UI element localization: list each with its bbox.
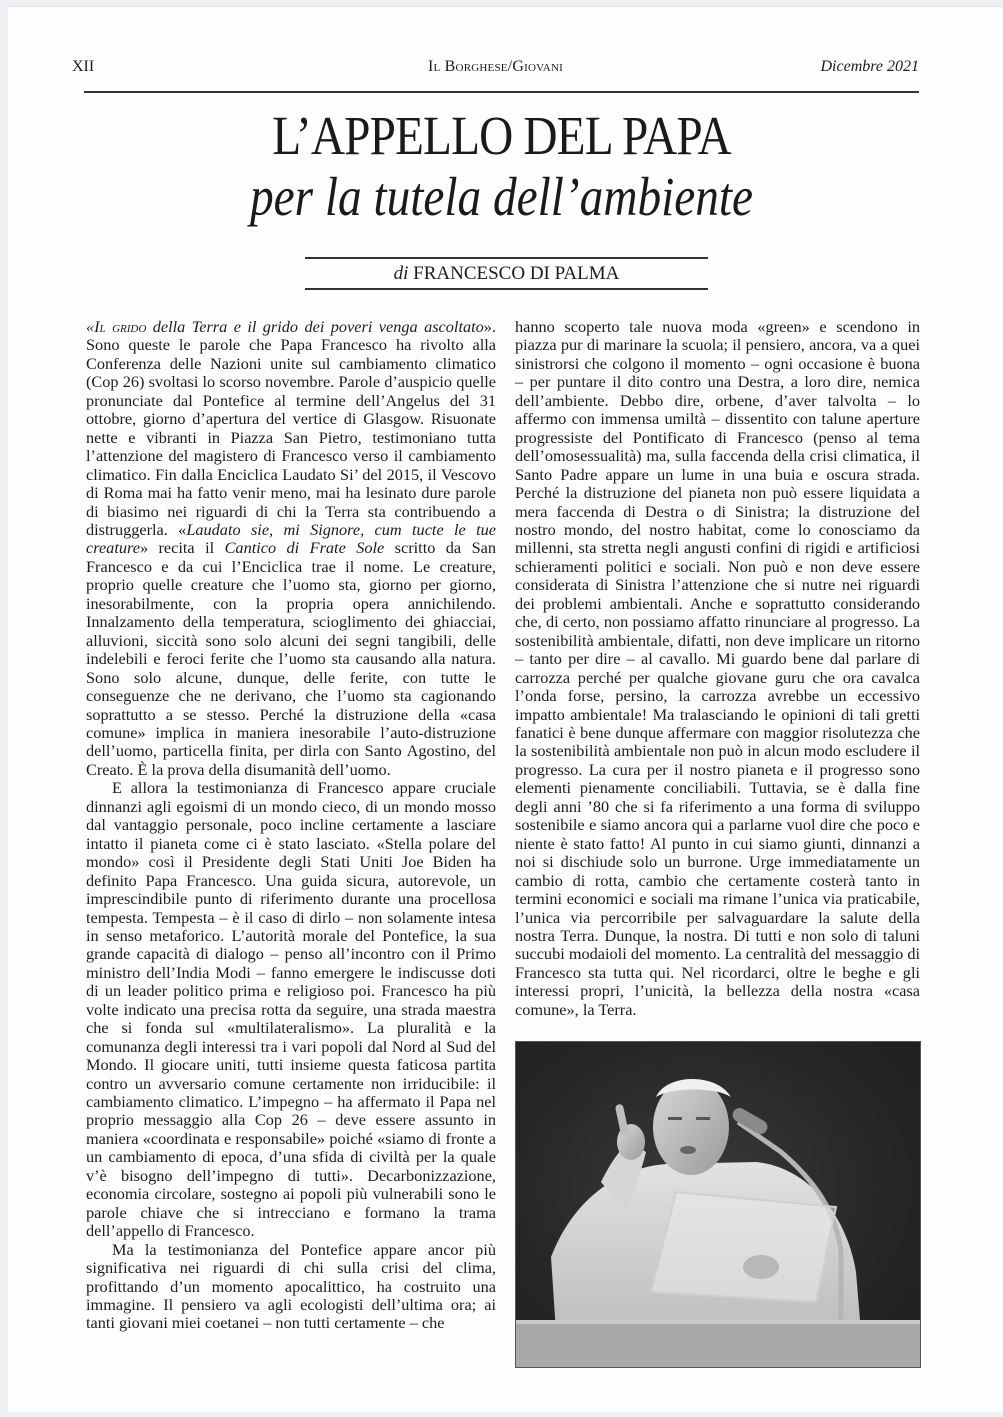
header-divider: [84, 91, 919, 93]
paragraph: hanno scoperto tale nuova moda «green» e scendono in piazza pur di marinare la scuola; il pensiero, ancora, va a quei sinistrorsi che colgono il momento – ogni occasione è buona – per puntare il dito contro una Destra, a loro dire, nemica dell’ambiente. Debbo dire, orbene, d’aver talvolta – lo affermo con immensa umiltà – dissentito con talune aperture progressiste del Pontificato di Francesco (penso al tema dell’omosessualità) ma, sulla faccenda della crisi climatica, il Santo Padre appare un lume in una buia e oscura strada. Perché la distruzione del pianeta non può essere liquidata a mera faccenda di Destra o di Sinistra; la distruzione del nostro mondo, del nostro habitat, come lo conosciamo da millenni, sta stretta negli angusti confini di rigidi e artificiosi schieramenti politici e sociali. Non può e non deve essere considerata di Sinistra l’attenzione che si nutre nei riguardi dei problemi ambientali. Anche e soprattutto considerando che, di certo, non possiamo affatto rinunciare al progresso. La sostenibilità ambientale, difatti, non deve implicare un ritorno – tanto per dire – al cavallo. Mi guardo bene dal parlare di carrozza perché per qualche giovane guru che ora cavalca l’onda forse, persino, la carrozza avrebbe un eccessivo impatto ambientale! Ma tralasciando le opinioni di tali gretti fanatici è bene dunque affermare con maggior risolutezza che la sostenibilità ambientale non può in alcun modo escludere il progresso. La cura per il nostro pianeta e il progresso sono elementi pienamente conciliabili. Tuttavia, se è dalla fine degli anni ’80 che si fa riferimento a una forma di sviluppo sostenibile e siamo ancora qui a parlarne vuol dire che poco e niente è stato fatto! Al punto in cui siamo giunti, dinnanzi a noi si dischiude solo un burrone. Urge immediatamente un cambio di rotta, cambio che certamente costerà tanto in termini economici e sociali ma rimane l’unica via praticabile, l’unica via percorribile per salvaguardare la salute della nostra Terra. Dunque, la nostra. Di tutti e non solo di taluni succubi modaioli del momento. La centralità del messaggio di Francesco sta tutta qui. Nel ricordarci, oltre le beghe e gli interessi propri, l’unicità, la bellezza della nostra «casa comune», la Terra.: [515, 317, 920, 1019]
pope-photo-illustration: [516, 1042, 920, 1367]
article-photo-pope: [515, 1041, 921, 1368]
author-name: FRANCESCO DI PALMA: [413, 263, 620, 284]
cantico-title: Cantico di Frate Sole: [224, 538, 385, 558]
article-column-left: [86, 318, 496, 1333]
quote-mark: ».: [483, 317, 496, 336]
byline-prefix: di: [393, 263, 409, 284]
paragraph: Ma la testimonianza del Pontefice appare ancor più significativa nei riguardi di chi sulla crisi del clima, profittando d’un momento apocalittico, ha costruito una immagine. Il pensiero va agli ecologisti dell’ultima ora; ai tanti giovani miei coetanei – non tutti certamente – che: [86, 1239, 496, 1333]
issue-date: Dicembre 2021: [820, 58, 919, 75]
quote-mark: «: [86, 317, 95, 336]
laudato-quote: Laudato sie, mi Signore, cum tucte le tue creature: [86, 519, 497, 558]
paragraph: [86, 318, 496, 779]
byline-rule-bottom: [305, 288, 708, 290]
article-subtitle: per la tutela dell’ambiente: [249, 166, 754, 227]
opening-quote: della Terra e il grido dei poveri venga ascoltato: [146, 317, 484, 336]
publication-name: Il Borghese/Giovani: [428, 58, 563, 75]
paragraph: E allora la testimonianza di Francesco appare cruciale dinnanzi agli egoismi di un mondo cieco, di un mondo mosso dal vantaggio personale, poco incline certamente a lasciare intatto il pianeta come ci è stato lasciato. «Stella polare del mondo» così il Presidente degli Stati Uniti Joe Biden ha definito Papa Francesco. Una guida sicura, autorevole, un imprescindibile punto di riferimento durante una procellosa tempesta. Tempesta – è il caso di dirlo – non solamente intesa in senso metaforico. L’autorità morale del Pontefice, la sua grande capacità di dialogo – penso all’incontro con il Primo ministro dell’India Modi – fanno emergere le indiscusse doti di un leader politico prima e religioso poi. Francesco ha più volte indicato una precisa rotta da seguire, una strada maestra che si fonda sul «multilateralismo». La pluralità e la comunanza degli interessi tra i vari popoli dal Nord al Sud del Mondo. Il giocare uniti, tutti insieme questa faticosa partita contro un avversario comune certamente non irriducibile: il cambiamento climatico. L’impegno – ha affermato il Papa nel proprio messaggio alla Cop 26 – deve essere assunto in maniera «coordinata e responsabile» poiché «siamo di fronte a un cambiamento di epoca, d’una sfida di civiltà per la quale v’è bisogno dell’impegno di tutti». Decarbonizzazione, economia circolare, sostegno ai popoli più vulnerabili sono le parole chiave che si intrecciano e formano la trama dell’appello di Francesco.: [86, 778, 496, 1241]
running-head: [72, 56, 919, 78]
byline: [305, 262, 708, 286]
article-title: L’APPELLO DEL PAPA: [272, 105, 731, 166]
paragraph-text: Sono queste le parole che Papa Francesco ha rivolto alla Conferenza delle Nazioni unite sul cambiamento climatico (Cop 26) svoltasi lo scorso novembre. Parole d’auspicio quelle pronunciate dal Pontefice al termine dell’Angelus del 31 ottobre, giorno d’apertura del vertice di Glasgow. Risuonate nette e vibranti in Piazza San Pietro, testimoniano tutta l’attenzione del magistero di Francesco verso il cambiamento climatico. Fin dalla Enciclica Laudato Si’ del 2015, il Vescovo di Roma mai ha fatto venir meno, mai ha lesinato dure parole di biasimo nei riguardi di chi la Terra sta contribuendo a distruggerla. «: [86, 335, 496, 539]
byline-rule-top: [305, 257, 708, 259]
page-number: XII: [72, 58, 95, 75]
article-column-right: [515, 318, 920, 1019]
drop-lead-smallcaps: Il grido: [94, 317, 147, 336]
paragraph-text: » recita il: [139, 538, 225, 558]
paragraph-text: scritto da San Francesco e da cui l’Enciclica trae il nome. Le creature, proprio quelle creature che l’uomo sta, giorno per giorno, inesorabilmente, con la propria opera annichilendo. Innalzamento della temperatura, scioglimento dei ghiacciai, alluvioni, siccità sono solo alcuni dei segni tangibili, delle indelebili e feroci ferite che l’uomo sta causando alla natura. Sono solo alcune, dunque, delle ferite, con tutte le conseguenze che ne derivano, che l’uomo sta cagionando soprattutto a se stesso. Perché la distruzione della «casa comune» implica in maniera inesorabile l’auto-distruzione dell’uomo, particella finita, per dirla con Santo Agostino, del Creato. È la prova della disumanità dell’uomo.: [86, 538, 496, 779]
